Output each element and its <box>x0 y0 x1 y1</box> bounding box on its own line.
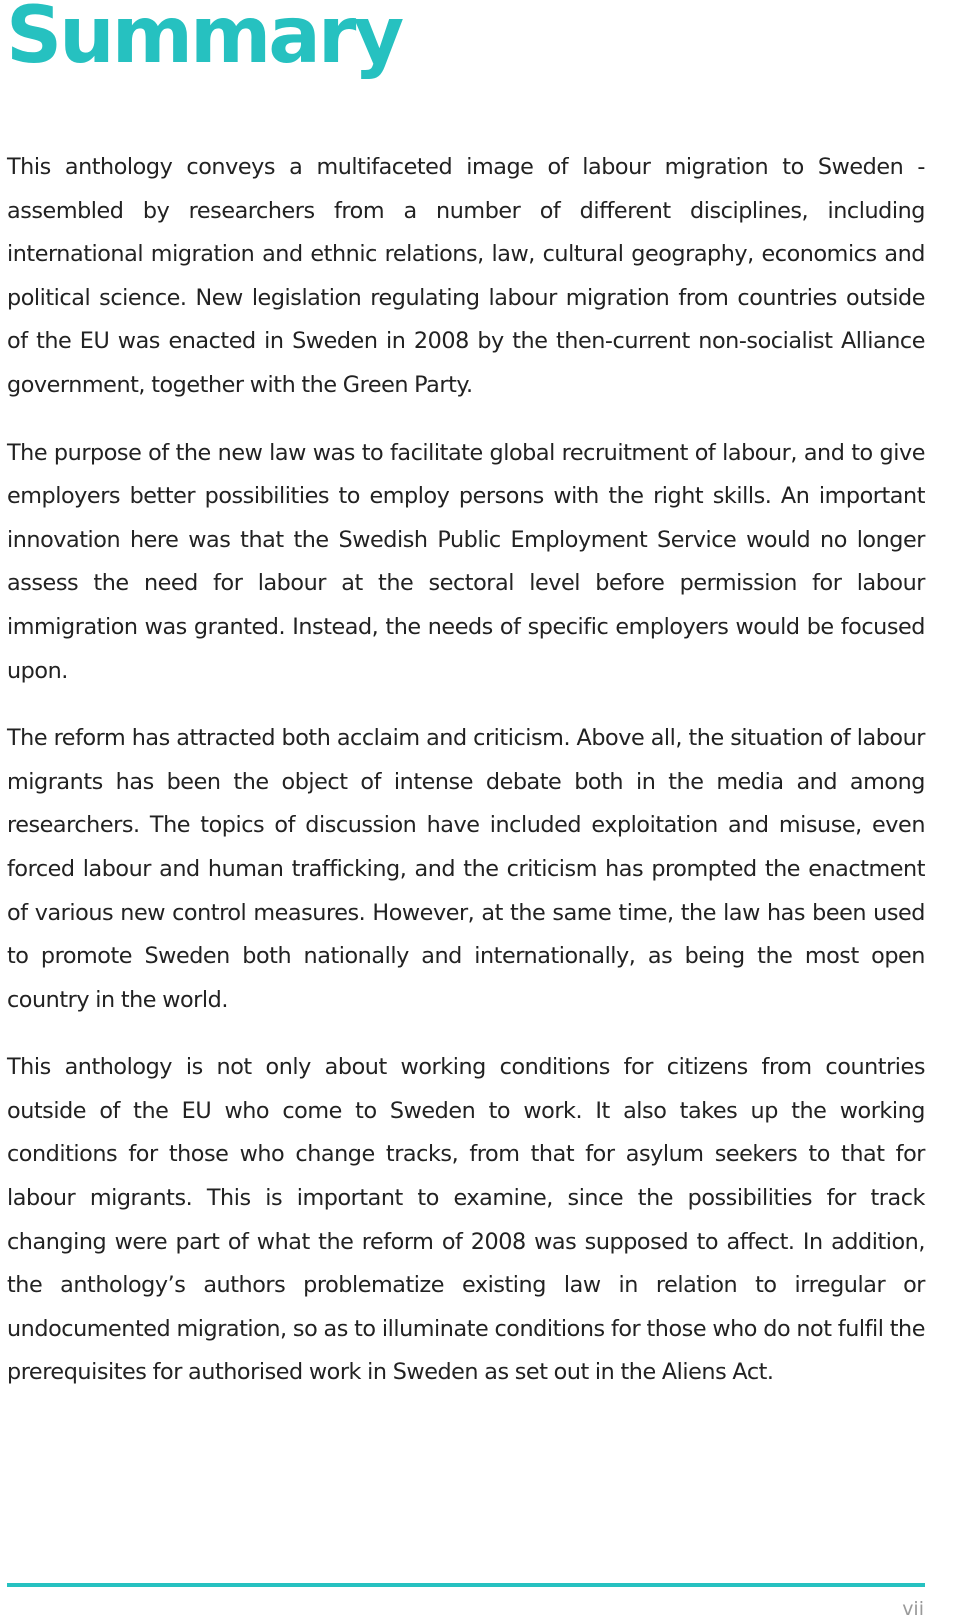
page-title: Summary <box>6 0 402 81</box>
paragraph-3: The reform has attracted both acclaim and criticism. Above all, the situation of labour migrants has been the object of intense debate both in the media and among researchers. The topics of discussion have included exploitation and misuse, even forced labour and human trafficking, and the criticism has prompted the enactment of various new control measures. However, at the same time, the law has been used to promote Sweden both nationally and internationally, as being the most open country in the world. <box>7 725 925 1013</box>
summary-body <box>7 146 925 1419</box>
page-number: vii <box>902 1598 924 1620</box>
paragraph-1: This anthology conveys a multifaceted image of labour migration to Sweden - assembled by researchers from a number of different disciplines, including international migration and ethnic relations, law, cultural geography, economics and political science. New legislation regulating labour migration from countries outside of the EU was enacted in Sweden in 2008 by the then-current non-socialist Alliance government, together with the Green Party. <box>7 154 925 398</box>
paragraph-4: This anthology is not only about working conditions for citizens from countries outside of the EU who come to Sweden to work. It also takes up the working conditions for those who change tracks, from that for asylum seekers to that for labour migrants. This is important to examine, since the possibilities for track changing were part of what the reform of 2008 was supposed to affect. In addition, the anthology’s authors problematize existing law in relation to irregular or undocumented migration, so as to illuminate conditions for those who do not fulfil the prerequisites for authorised work in Sweden as set out in the Aliens Act. <box>7 1054 925 1386</box>
footer-divider <box>7 1583 925 1587</box>
paragraph-2: The purpose of the new law was to facilitate global recruitment of labour, and to give employers better possibilities to employ persons with the right skills. An important innovation here was that the Swedish Public Employment Service would no longer assess the need for labour at the sectoral level before permission for labour immigration was granted. Instead, the needs of specific employers would be focused upon. <box>7 439 925 684</box>
